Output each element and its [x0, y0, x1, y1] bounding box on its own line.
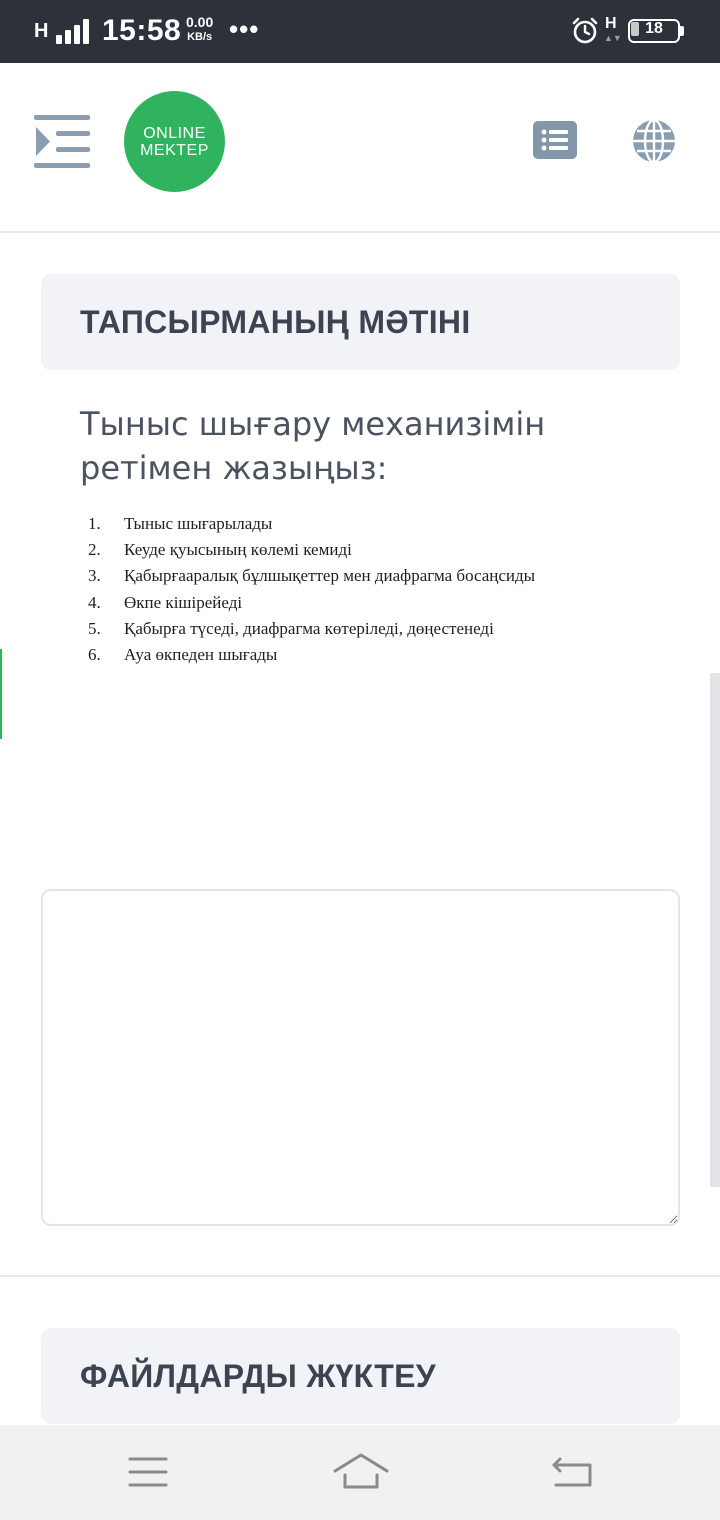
step-number: 1. — [88, 514, 101, 533]
battery-icon — [628, 19, 684, 43]
logo[interactable] — [124, 91, 225, 192]
step-number: 5. — [88, 618, 101, 638]
step-text: Ауа өкпеден шығады — [124, 644, 278, 664]
app-header — [0, 63, 720, 233]
section-divider — [0, 1275, 720, 1277]
task-text-title: ТАПСЫРМАНЫҢ МӘТІНІ — [80, 304, 471, 340]
step-number: 3. — [88, 566, 101, 586]
list-item — [88, 617, 648, 643]
status-bar — [0, 0, 720, 63]
step-text: Қабырға түседі, диафрагма көтеріледі, дөңестенеді — [124, 618, 494, 638]
menu-toggle-icon[interactable] — [34, 115, 92, 169]
more-notifications-icon: ••• — [229, 14, 260, 44]
battery-level: 18 — [645, 20, 663, 37]
data-arrows-icon: ▲▼ — [604, 33, 622, 43]
recent-apps-menu-icon[interactable] — [118, 1451, 178, 1495]
step-text: Өкпе кішірейеді — [124, 592, 243, 612]
file-upload-title: ФАЙЛДАРДЫ ЖҮКТЕУ — [80, 1358, 436, 1394]
logo-line1: ONLINE — [143, 125, 206, 142]
file-upload-section-header — [41, 1328, 680, 1424]
list-item — [88, 512, 648, 538]
system-nav-bar — [0, 1425, 720, 1520]
signal-icon — [56, 18, 90, 44]
clock: 15:58 — [102, 14, 182, 47]
step-text: Кеуде қуысының көлемі кемиді — [124, 540, 352, 560]
back-icon[interactable] — [544, 1451, 604, 1495]
home-icon[interactable] — [331, 1451, 391, 1495]
alarm-icon — [571, 17, 599, 45]
answer-textarea[interactable] — [41, 889, 680, 1226]
task-list-button[interactable] — [533, 121, 577, 159]
speed-value: 0.00 — [186, 14, 214, 30]
list-item — [88, 564, 648, 590]
task-question: Тыныс шығару механизімін ретімен жазыңыз: — [80, 405, 546, 487]
task-text-section-header — [41, 274, 680, 370]
step-text: Қабырғааралық бұлшықеттер мен диафрагма босаңсиды — [124, 566, 536, 586]
list-item — [88, 591, 648, 617]
network-type-secondary: H — [605, 15, 617, 32]
network-type: H — [34, 20, 49, 42]
speed-unit: KB/s — [187, 31, 213, 43]
list-icon — [533, 121, 577, 159]
scrollbar[interactable] — [710, 673, 720, 1187]
left-edge-handle[interactable] — [0, 649, 2, 739]
list-item — [88, 643, 648, 669]
step-text: Тыныс шығарылады — [124, 514, 273, 533]
task-steps-list — [88, 512, 648, 669]
step-number: 2. — [88, 540, 101, 560]
network-speed — [186, 15, 213, 45]
logo-line2: MEKTEP — [140, 142, 209, 159]
step-number: 6. — [88, 644, 101, 664]
list-item — [88, 538, 648, 564]
step-number: 4. — [88, 592, 101, 612]
language-globe-icon[interactable] — [632, 119, 676, 163]
